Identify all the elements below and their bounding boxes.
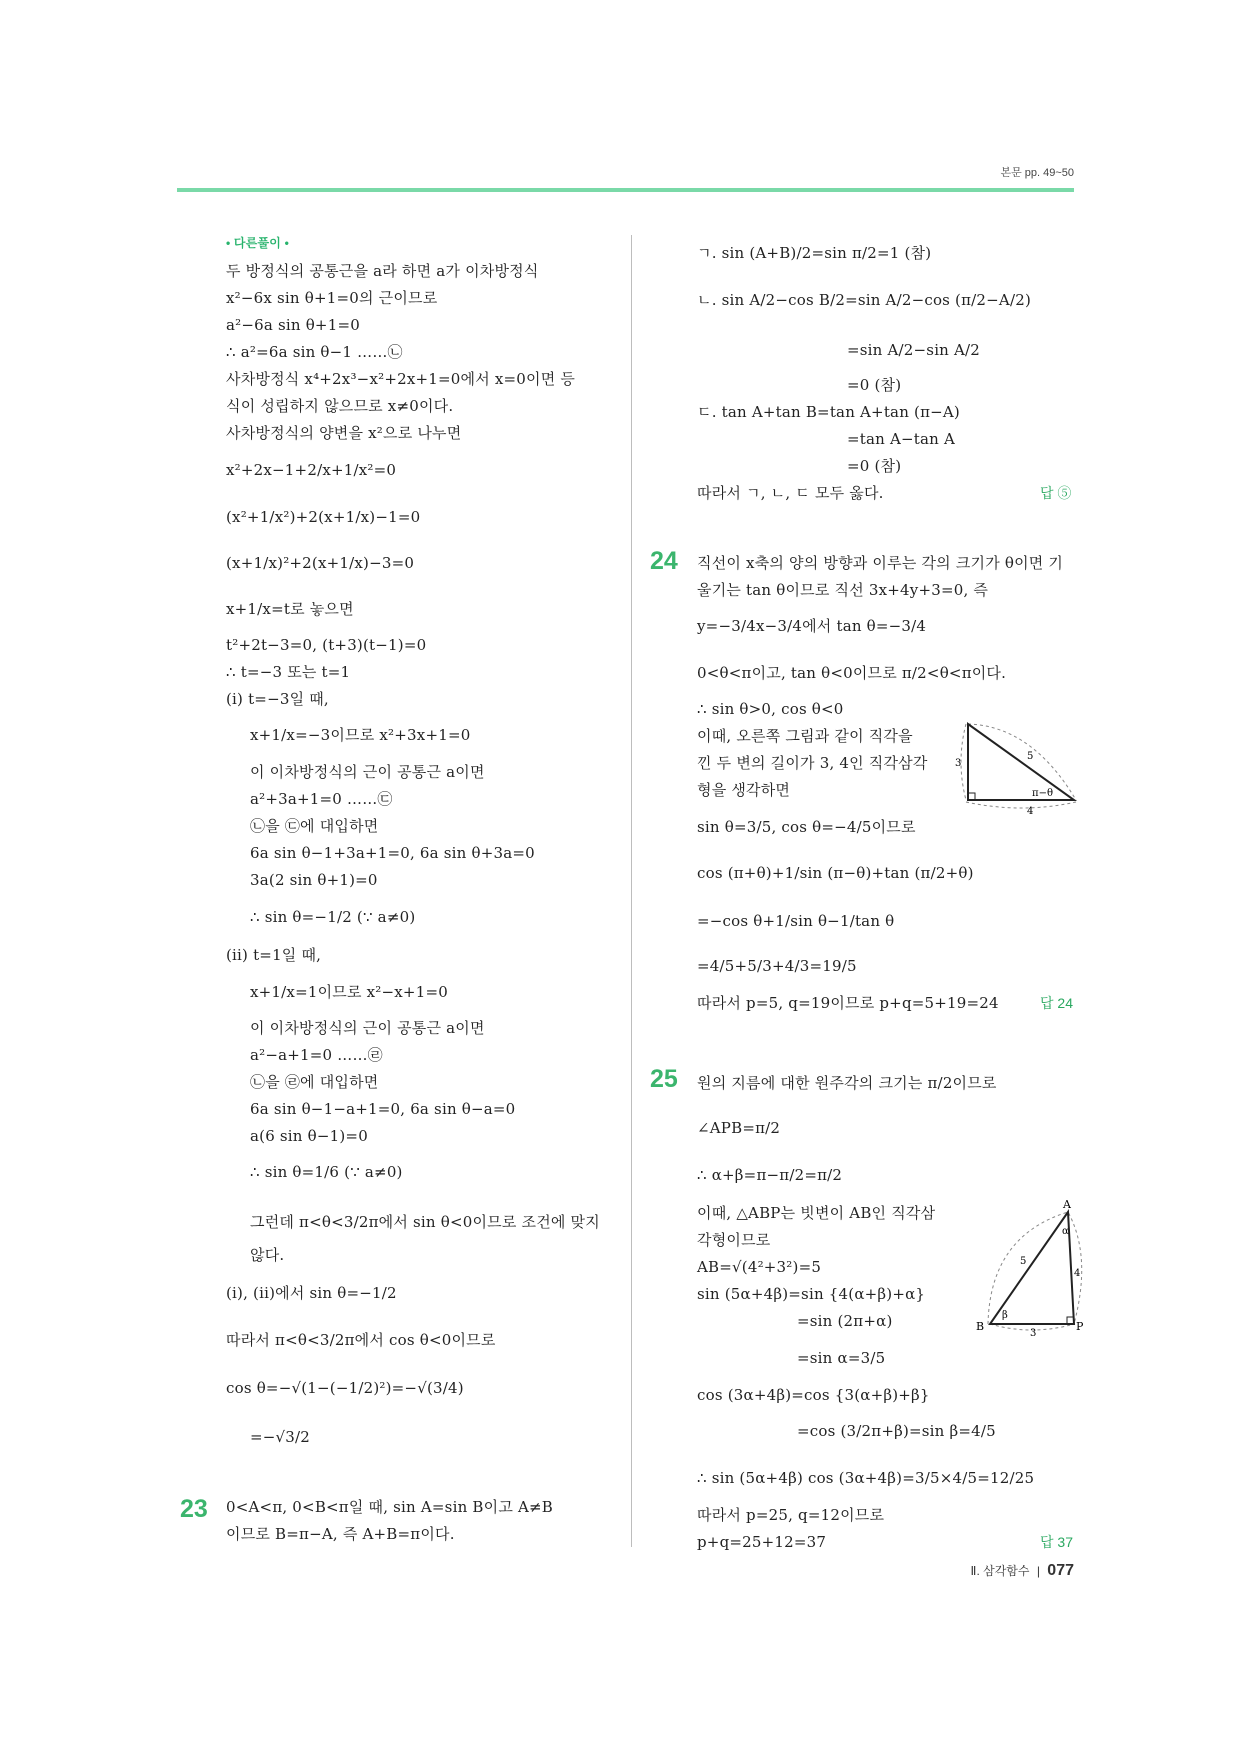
answer-badge: 답 37 <box>1040 1534 1073 1550</box>
text-line: ∴ sin θ>0, cos θ<0 <box>697 700 844 718</box>
text-line: ㄱ. sin (A+B)/2=sin π/2=1 (참) <box>697 244 932 262</box>
equation-line: cos θ=−√(1−(−1/2)²)=−√(3/4) <box>226 1379 464 1397</box>
vertex-label: B <box>976 1320 985 1333</box>
text-line: x²−6x sin θ+1=0의 근이므로 <box>226 289 438 307</box>
text-line: ∴ sin θ=−1/2 (∵ a≠0) <box>250 908 416 926</box>
equation-line: ∴ sin (5α+4β) cos (3α+4β)=3/5×4/5=12/25 <box>697 1469 1035 1487</box>
page-footer: Ⅱ. 삼각함수 | 077 <box>970 1562 1074 1579</box>
answer-badge: 답 24 <box>1040 995 1073 1011</box>
text-line: =0 (참) <box>847 457 902 475</box>
text-line: 6a sin θ−1+3a+1=0, 6a sin θ+3a=0 <box>250 844 535 862</box>
text-line: 낀 두 변의 길이가 3, 4인 직각삼각 <box>697 754 928 772</box>
page-number: 077 <box>1047 1562 1074 1579</box>
text-line: 따라서 p=5, q=19이므로 p+q=5+19=24 <box>697 994 999 1012</box>
question-number: 24 <box>650 547 678 575</box>
side-label: 5 <box>1020 1256 1027 1267</box>
text-line: 0<θ<π이고, tan θ<0이므로 π/2<θ<π이다. <box>697 664 1007 682</box>
text-line: x+1/x=1이므로 x²−x+1=0 <box>250 983 448 1001</box>
text-line: 3a(2 sin θ+1)=0 <box>250 871 378 889</box>
equation-line: =−cos θ+1/sin θ−1/tan θ <box>697 912 895 930</box>
text-line: p+q=25+12=37 <box>697 1533 827 1551</box>
text-line: 이 이차방정식의 근이 공통근 a이면 <box>250 1019 485 1037</box>
question-number: 25 <box>650 1065 678 1093</box>
text-line: 않다. <box>250 1246 285 1264</box>
text-line: ㄷ. tan A+tan B=tan A+tan (π−A) <box>697 403 960 421</box>
text-line: 6a sin θ−1−a+1=0, 6a sin θ−a=0 <box>250 1100 516 1118</box>
text-line: a(6 sin θ−1)=0 <box>250 1127 368 1145</box>
right-triangle-figure <box>952 716 1082 816</box>
side-label: 3 <box>955 758 962 769</box>
text-line: 따라서 ㄱ, ㄴ, ㄷ 모두 옳다. <box>697 484 884 502</box>
text-line: ∴ sin θ=1/6 (∵ a≠0) <box>250 1163 403 1181</box>
equation-line: =sin α=3/5 <box>797 1349 886 1367</box>
text-line: 따라서 p=25, q=12이므로 <box>697 1506 885 1524</box>
equation-line: =4/5+5/3+4/3=19/5 <box>697 957 857 975</box>
text-line: =0 (참) <box>847 376 902 394</box>
text-line: =sin A/2−sin A/2 <box>847 341 981 359</box>
equation-line: ∠APB=π/2 <box>697 1119 781 1137</box>
text-line: x+1/x=−3이므로 x²+3x+1=0 <box>250 726 471 744</box>
angle-label: π−θ <box>1032 788 1053 799</box>
section-label: Ⅱ. 삼각함수 <box>970 1564 1030 1578</box>
equation-line: sin (5α+4β)=sin {4(α+β)+α} <box>697 1285 926 1303</box>
text-line: 울기는 tan θ이므로 직선 3x+4y+3=0, 즉 <box>697 581 989 599</box>
column-divider <box>631 235 632 1547</box>
text-line: 0<A<π, 0<B<π일 때, sin A=sin B이고 A≠B <box>226 1498 553 1516</box>
alt-solution-label: • 다른풀이 • <box>226 236 290 250</box>
side-label: 5 <box>1027 751 1034 762</box>
text-line: (i), (ii)에서 sin θ=−1/2 <box>226 1284 397 1302</box>
text-line: 따라서 π<θ<3/2π에서 cos θ<0이므로 <box>226 1331 496 1349</box>
side-label: 4 <box>1027 806 1034 816</box>
page-reference: 본문 pp. 49~50 <box>1000 167 1074 179</box>
inscribed-triangle-figure <box>970 1196 1088 1336</box>
text-line: 사차방정식 x⁴+2x³−x²+2x+1=0에서 x=0이면 등 <box>226 370 576 388</box>
text-line: a²−a+1=0 ……㉣ <box>250 1046 383 1064</box>
header-rule <box>177 188 1074 192</box>
equation-line: =sin (2π+α) <box>797 1312 893 1330</box>
text-line: a²+3a+1=0 ……㉢ <box>250 790 393 808</box>
side-label: 3 <box>1030 1328 1037 1336</box>
equation-line: ∴ α+β=π−π/2=π/2 <box>697 1166 843 1184</box>
text-line: 두 방정식의 공통근을 a라 하면 a가 이차방정식 <box>226 262 539 280</box>
text-line: 이므로 B=π−A, 즉 A+B=π이다. <box>226 1525 455 1543</box>
vertex-label: P <box>1076 1320 1084 1333</box>
text-line: ㉡을 ㉣에 대입하면 <box>250 1073 379 1091</box>
text-line: ∴ t=−3 또는 t=1 <box>226 663 351 681</box>
angle-label: α <box>1062 1226 1069 1237</box>
equation-line: sin θ=3/5, cos θ=−4/5이므로 <box>697 818 916 836</box>
vertex-label: A <box>1063 1198 1071 1211</box>
angle-label: β <box>1002 1310 1008 1321</box>
text-line: 형을 생각하면 <box>697 781 791 799</box>
text-line: x+1/x=t로 놓으면 <box>226 600 354 618</box>
text-line: 이 이차방정식의 근이 공통근 a이면 <box>250 763 485 781</box>
text-line: 원의 지름에 대한 원주각의 크기는 π/2이므로 <box>697 1074 997 1092</box>
text-line: 그런데 π<θ<3/2π에서 sin θ<0이므로 조건에 맞지 <box>250 1213 600 1231</box>
case-heading: (i) t=−3일 때, <box>226 690 329 708</box>
side-label: 4 <box>1074 1268 1081 1279</box>
text-line: 이때, 오른쪽 그림과 같이 직각을 <box>697 727 913 745</box>
text-line: 식이 성립하지 않으므로 x≠0이다. <box>226 397 454 415</box>
equation-line: (x²+1/x²)+2(x+1/x)−1=0 <box>226 508 421 526</box>
equation-line: y=−3/4x−3/4에서 tan θ=−3/4 <box>697 617 927 635</box>
text-line: =tan A−tan A <box>847 430 956 448</box>
text-line: 사차방정식의 양변을 x²으로 나누면 <box>226 424 462 442</box>
text-line: a²−6a sin θ+1=0 <box>226 316 360 334</box>
case-heading: (ii) t=1일 때, <box>226 946 322 964</box>
text-line: ∴ a²=6a sin θ−1 ……㉡ <box>226 343 403 361</box>
answer-badge: 답 ⑤ <box>1040 485 1072 501</box>
text-line: ㄴ. sin A/2−cos B/2=sin A/2−cos (π/2−A/2) <box>697 291 1032 309</box>
equation-line: x²+2x−1+2/x+1/x²=0 <box>226 461 397 479</box>
text-line: ㉡을 ㉢에 대입하면 <box>250 817 379 835</box>
text-line: 각형이므로 <box>697 1231 771 1249</box>
equation-line: cos (π+θ)+1/sin (π−θ)+tan (π/2+θ) <box>697 864 974 882</box>
equation-line: =−√3/2 <box>250 1428 311 1446</box>
equation-line: =cos (3/2π+β)=sin β=4/5 <box>797 1422 996 1440</box>
equation-line: AB=√(4²+3²)=5 <box>697 1258 822 1276</box>
equation-line: cos (3α+4β)=cos {3(α+β)+β} <box>697 1386 930 1404</box>
equation-line: (x+1/x)²+2(x+1/x)−3=0 <box>226 554 415 572</box>
question-number: 23 <box>180 1495 208 1523</box>
text-line: 직선이 x축의 양의 방향과 이루는 각의 크기가 θ이면 기 <box>697 554 1064 572</box>
text-line: t²+2t−3=0, (t+3)(t−1)=0 <box>226 636 427 654</box>
text-line: 이때, △ABP는 빗변이 AB인 직각삼 <box>697 1204 936 1222</box>
